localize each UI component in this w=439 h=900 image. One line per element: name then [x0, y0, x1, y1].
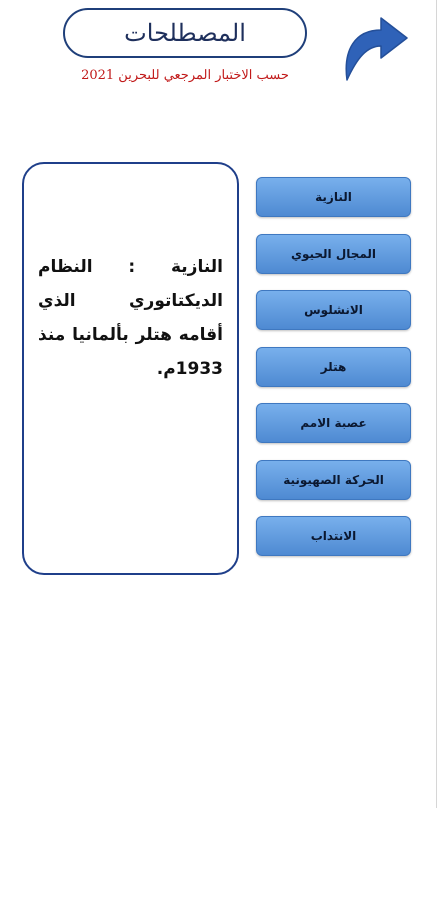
term-button-hitler[interactable]: هتلر	[256, 347, 411, 387]
page-title: المصطلحات	[63, 8, 307, 58]
page-edge-divider	[436, 0, 437, 808]
page-subtitle: حسب الاختبار المرجعي للبحرين 2021	[81, 68, 289, 83]
term-button-zionist-movement[interactable]: الحركة الصهيونية	[256, 460, 411, 500]
term-button-anschluss[interactable]: الانشلوس	[256, 290, 411, 330]
curved-arrow-icon[interactable]	[337, 14, 413, 82]
term-button-league-of-nations[interactable]: عصبة الامم	[256, 403, 411, 443]
definition-text: النازية : النظام الديكتاتوري الذي أقامه هتلر بألمانيا منذ 1933م.	[38, 257, 223, 379]
term-button-mandate[interactable]: الانتداب	[256, 516, 411, 556]
term-button-lebensraum[interactable]: المجال الحيوي	[256, 234, 411, 274]
definition-card	[22, 162, 239, 575]
term-button-nazism[interactable]: النازية	[256, 177, 411, 217]
term-list	[256, 177, 411, 573]
